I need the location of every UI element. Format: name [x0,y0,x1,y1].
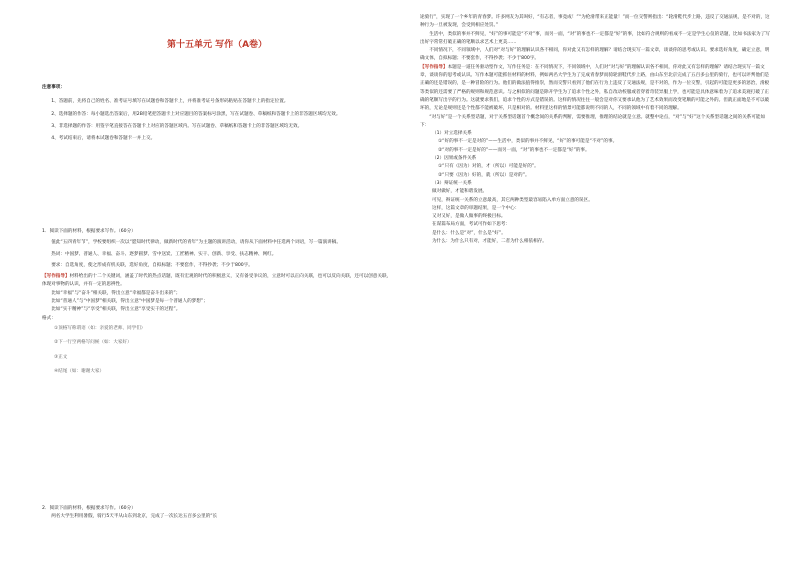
q1-material-2: 热词：中国梦、普通人、幸福、奋斗、逐梦圆梦、雪中送炭、工匠精神、实干、创新、享受、扶志精神、网红。 [51,251,277,257]
question-1 [42,228,392,376]
q2-material-cont: 途骑行”，实现了一个乡年的青春梦。许多网友为其叫好，“有志者，事竟成！”“为伦滑带来正能量！”而一位交警则指出：“轮滑鞋代步上路，违反了交通法规，是不对的，这种行为一旦被发现，会受到相应处罚。” [420,15,770,29]
relation-list [420,130,772,246]
q1-guide-text: 材料给出的十二个关键词，涵盖了时代的热点话题，既有宏观的时代的积极意义，又有备受争议的，立意时可以正向关联，也可以反向关联，还可以创意关联，体现对事物的认识，并有一定的思辨性。 [42,274,392,288]
q2-paragraph-3: “对与好”是一个关系型话题，对于关系型话题首个概念间的关系的判断，需要推理，推理的结论就是立意。就整中论点，“对”与“好”这个关系型话题之间的关系可能如下： [420,114,766,128]
q2-paragraph-1: 生活中，类似的事并不鲜见，“好”的事可能是“不对”事，而另一面，“对”的事也不一定都是“好”的事，比如符合规则的看成不一定是学生心仪的话题，比如书法家为了写出好字常常打破正确的笔顺以求艺术上更美…… [420,31,770,45]
q1-material-1: 值此“五四青年节”，学校要组织一次以“愿知时代律动，做新时代的青年”为主题的演讲活动，请你从下面材料中任选两个词语，写一篇演讲稿。 [51,240,341,246]
relation-list-item: ①“好的事不一定是对的”——生活中，类似的事并不鲜见，“好”的事可能是“不对”的事。 [438,139,618,145]
q1-format-1: ①顶格写称谓语（如：亲爱的老师、同学们） [54,325,146,331]
relation-list-item: 是什么：什么是“对”，什么是“好”。 [432,230,506,236]
q2-guide-text: 本题是一道任务驱动型作文，写作任务是：在不同情况下，不同领域中，人们对“对与好”的理解认识各不相同，你对此又有怎样的理解？请结合现实写一篇文章，谈谈你的思考或认识。写作本题可能抓住材料的材料，例如两名大学生为了完成青春梦而骑轮滑鞋代步上路，由山东至北京完成了五百多公里的骑行，也可以评判他们是正确的还是错误的，是一种冒险的行为。他们的做法值得推崇，然而交警只看到了他们在行为上违反了交通法规，是不对的，作为一位交警，引起的可能是更多的惩治，滑板等类似的还需要了严格的规则和规范意识。与之相似的问题是除开学生为了追求个性之外，私自改动校服或者穿着奇装异服上学，也可能是具体意味着为了追求美观打破了正确的笔顺写出字的行为。这就要求我们，追求个性的方式是错误的。这样的情况往往一般会是对你又要承认他为了艺术效果而改变笔顺的可能之外的。但就正面地是不可以破坏的，无论是规则还是个性都不能被破坏，只是相对的。材料里这样的情景可能都说明不同的人，不同的领域中有着不同的理解。 [420,64,770,112]
right-content [420,14,772,246]
q1-format-2: ②下一行空两格写问候（如：大家好） [54,340,132,346]
relation-list-item: ②“只要（因为）好的，就（所以）是对的”。 [438,172,530,178]
q1-guide-label: 【写作指导】 [42,274,70,280]
q1-example-3: 比如“实干精神”与“享受”相关联，得出立意“享受实干的过程”。 [51,307,181,313]
relation-list-item: （1）对立选择关系 [432,131,472,137]
q1-format-label: 格式： [42,315,56,321]
relation-list-item: 在谋篇布局方面，考试可作如下思考： [432,222,511,228]
relation-list-item: （2）因果或条件关系 [432,156,477,162]
notes-heading: 注意事项： [42,85,65,90]
relation-list-item: 又对又好，是做人做事的终极目标。 [432,214,506,220]
note-item-3: 3、非选择题的作答：用签字笔直接答在答题卡上对应的答题区域内。写在试题卷、草稿纸和答题卡上的非答题区域均无效。 [51,123,303,129]
q1-example-2: 比如“普通人”与“中国梦”相关联，得出立意“中国梦是每一个普通人的梦想”； [51,299,208,305]
q2-prompt: 2．阅读下面的材料，根据要求写作。（60分） [42,506,136,511]
q1-format-3: ③正文 [54,354,68,360]
q2-guide-label: 【写作指导】 [420,64,448,70]
q1-prompt: 1．阅读下面的材料，根据要求写作。（60分） [42,229,136,234]
question-2 [42,505,392,522]
relation-list-item: ②“对的事不一定是好的”——而另一面，“对”的事也不一定都是“好”的事。 [438,147,590,153]
q1-format-4: ④结尾（如：谢谢大家） [54,368,105,374]
q2-paragraph-2: 不同情况下，不同领域中，人们对“对与好”的理解认识各不相同，你对此又有怎样的理解？请结合现实写一篇文章，谈谈你的思考或认识。要求选好角度，确定立意，明确文体，自拟标题；不要套作，不得抄袭；不少于800字。 [420,48,770,62]
q1-material-3: 要求：自选角度，使之形成有机关联，选好角度，自拟标题；不要套作，不得抄袭；不少于800字。 [51,262,253,268]
note-item-4: 4、考试结束后，请将本试题卷和答题卡一并上交。 [51,136,156,142]
relation-list-item: 做对做好，才能和谐发展。 [432,189,488,195]
note-item-2: 2、选择题的作答：每小题选出答案后，用2B铅笔把答题卡上对应题目的答案标号涂黑，写在试题卷、草稿纸和答题卡上的非答题区域均无效。 [51,111,341,117]
note-item-1: 1、答题前，先将自己的姓名、准考证号填写在试题卷和答题卡上，并将准考证号条形码粘贴在答题卡上的指定位置。 [51,99,289,105]
relation-list-item: ①“只有（因为）对的，才（所以）可能是好的”。 [438,164,539,170]
relation-list-item: 为什么：为什么只有对，才能好，二者为什么相依相存。 [432,239,547,245]
notes-section [42,84,392,143]
relation-list-item: 可见，辩证统一关系的立意最高，其它两种类型最容易陷入单方面立意的误区。 [432,197,593,203]
relation-list-item: （3）辩证统一关系 [432,180,472,186]
page-title: 第十五单元 写作（A卷） [166,40,268,50]
q2-material-start: 两名大学生利用暑假，骑行5天半从山东到北京，完成了一次长达五百多公里的“长 [51,514,218,520]
relation-list-item: 这样，这篇文章的审题结果，是一个中心： [432,205,520,211]
q1-example-1: 比如“幸福”与“奋斗”相关联，得出立意“幸福都是奋斗出来的”； [51,290,181,296]
